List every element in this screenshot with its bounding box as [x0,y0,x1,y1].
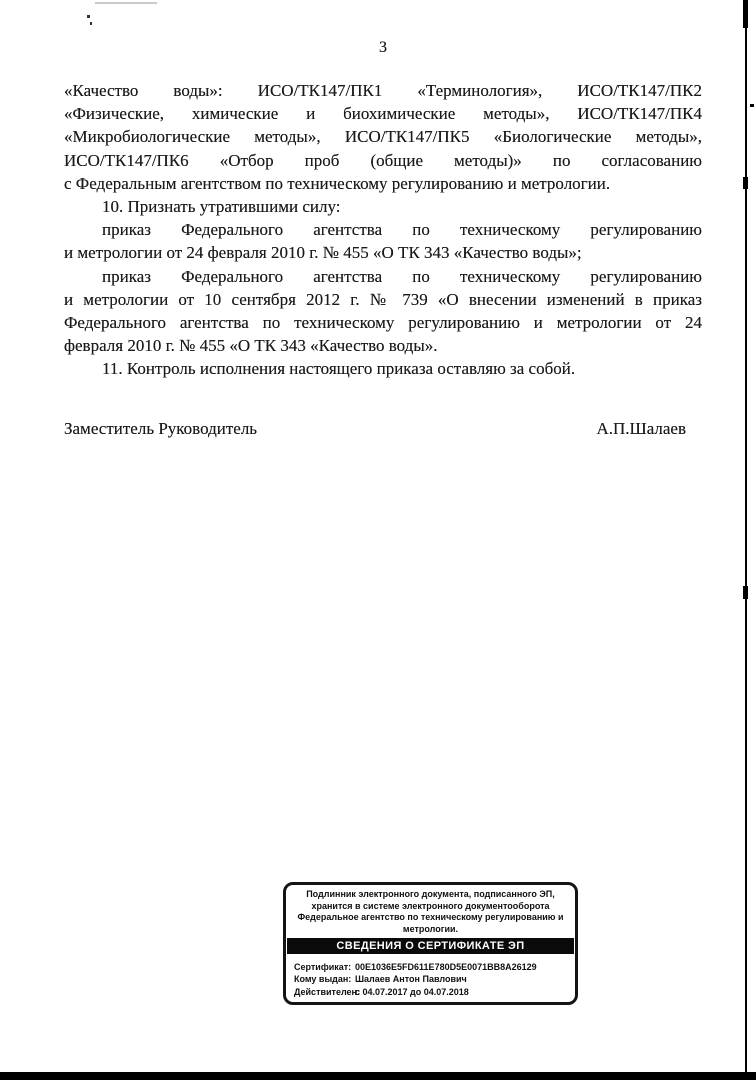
page-number: 3 [379,39,387,56]
stamp-field-validity [294,986,575,998]
text-line: 10. Признать утратившими силу: [102,196,341,216]
scan-speck [87,15,90,18]
text-line: с Федеральным агентством по техническому регулированию и метрологии. [64,173,611,193]
text-line: февраля 2010 г. № 455 «О ТК 343 «Качество воды». [64,336,438,356]
stamp-field-value: Шалаев Антон Павлович [355,974,467,985]
stamp-field-value: с 04.07.2017 до 04.07.2018 [355,986,469,997]
text-line: ИСО/ТК147/ПК6 «Отбор проб (общие методы)» по согласованию [64,150,702,170]
stamp-field-label: Сертификат: [294,962,352,972]
scan-edge-blob [750,104,754,107]
stamp-field-label: Кому выдан: [294,974,352,985]
scan-edge-blob [743,0,748,28]
signature-title: Заместитель Руководитель [64,419,258,438]
electronic-signature-stamp [283,882,578,1005]
stamp-band-title: СВЕДЕНИЯ О СЕРТИФИКАТЕ ЭП [287,938,574,954]
stamp-fields [286,961,575,998]
signature-block [64,419,686,439]
stamp-field-issued-to [294,973,575,985]
text-line: «Качество воды»: ИСО/ТК147/ПК1 «Терминология», ИСО/ТК147/ПК2 [64,81,702,100]
stamp-field-label: Действителен: [294,986,360,997]
stamp-intro-line: метрологии. [402,923,459,934]
scan-streak [95,2,157,4]
scan-edge-blob [743,177,748,189]
text-line: приказ Федерального агентства по техническому регулированию [102,266,702,286]
signature-name: А.П.Шалаев [596,419,686,438]
text-line: «Физические, химические и биохимические методы», ИСО/ТК147/ПК4 [64,104,702,124]
scan-bottom-bar [0,1072,756,1080]
stamp-field-certificate [294,961,575,973]
text-line: Федерального агентства по техническому регулированию и метрологии от 24 [64,312,702,332]
scan-speck [90,22,92,25]
document-body [64,79,702,380]
text-line: и метрологии от 24 февраля 2010 г. № 455 «О ТК 343 «Качество воды»; [64,243,582,263]
stamp-intro-line: Федеральное агентство по техническому регулированию и [297,912,564,922]
stamp-intro-line: хранится в системе электронного документооборота [311,900,550,911]
text-line: 11. Контроль исполнения настоящего приказа оставляю за собой. [102,359,576,379]
stamp-field-value: 00E1036E5FD611E780D5E0071BB8A26129 [355,962,537,972]
stamp-intro-line: Подлинник электронного документа, подписанного ЭП, [306,889,555,899]
text-line: «Микробиологические методы», ИСО/ТК147/ПК5 «Биологические методы», [64,127,702,147]
scan-right-edge-line [745,0,747,1080]
scan-edge-blob [743,586,748,599]
text-line: и метрологии от 10 сентября 2012 г. № 739 «О внесении изменений в приказ [64,289,702,309]
text-line: приказ Федерального агентства по техническому регулированию [102,220,702,240]
stamp-intro [286,885,575,935]
